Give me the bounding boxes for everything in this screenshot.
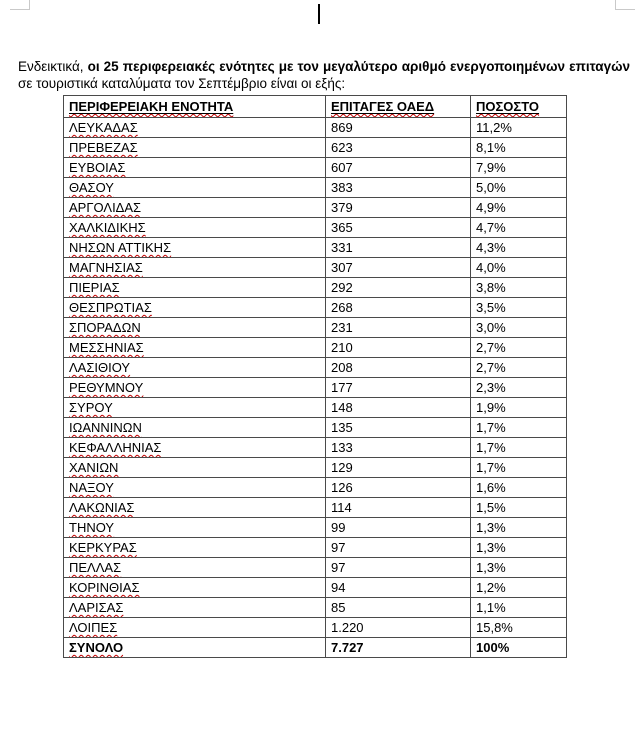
checks-cell[interactable]: 126: [326, 478, 471, 498]
checks-cell[interactable]: 177: [326, 378, 471, 398]
checks-cell[interactable]: 210: [326, 338, 471, 358]
table-row: [64, 358, 567, 378]
table-row: [64, 218, 567, 238]
checks-cell[interactable]: 97: [326, 538, 471, 558]
region-cell[interactable]: ΕΥΒΟΙΑΣ: [64, 158, 326, 178]
percent-cell[interactable]: 4,3%: [471, 238, 567, 258]
checks-cell[interactable]: 383: [326, 178, 471, 198]
table-row: [64, 298, 567, 318]
table-total-row: [64, 638, 567, 658]
table-row: [64, 378, 567, 398]
table-row: [64, 198, 567, 218]
checks-cell[interactable]: 365: [326, 218, 471, 238]
table-row: [64, 118, 567, 138]
checks-cell[interactable]: 231: [326, 318, 471, 338]
table-row: [64, 178, 567, 198]
percent-cell[interactable]: 4,9%: [471, 198, 567, 218]
region-cell[interactable]: ΑΡΓΟΛΙΔΑΣ: [64, 198, 326, 218]
region-cell[interactable]: ΠΙΕΡΙΑΣ: [64, 278, 326, 298]
table-row: [64, 558, 567, 578]
table-row: [64, 518, 567, 538]
checks-cell[interactable]: 379: [326, 198, 471, 218]
region-cell[interactable]: ΡΕΘΥΜΝΟΥ: [64, 378, 326, 398]
table-row: [64, 238, 567, 258]
region-cell[interactable]: ΜΑΓΝΗΣΙΑΣ: [64, 258, 326, 278]
region-cell-total[interactable]: ΣΥΝΟΛΟ: [64, 638, 326, 658]
table-row: [64, 318, 567, 338]
percent-cell[interactable]: 1,7%: [471, 438, 567, 458]
table-row: [64, 278, 567, 298]
region-cell[interactable]: ΠΕΛΛΑΣ: [64, 558, 326, 578]
checks-cell[interactable]: 85: [326, 598, 471, 618]
percent-cell[interactable]: 2,7%: [471, 358, 567, 378]
region-cell[interactable]: ΧΑΝΙΩΝ: [64, 458, 326, 478]
header-percent[interactable]: ΠΟΣΟΣΤΟ: [471, 96, 567, 118]
table-header-row: [64, 96, 567, 118]
region-cell[interactable]: ΛΑΚΩΝΙΑΣ: [64, 498, 326, 518]
percent-cell[interactable]: 1,1%: [471, 598, 567, 618]
percent-cell[interactable]: 5,0%: [471, 178, 567, 198]
percent-cell[interactable]: 4,7%: [471, 218, 567, 238]
region-cell[interactable]: ΚΕΦΑΛΛΗΝΙΑΣ: [64, 438, 326, 458]
header-checks[interactable]: ΕΠΙΤΑΓΕΣ ΟΑΕΔ: [326, 96, 471, 118]
percent-cell[interactable]: 3,8%: [471, 278, 567, 298]
page-boundary-corner-right: [615, 0, 635, 10]
percent-cell[interactable]: 1,2%: [471, 578, 567, 598]
table-row: [64, 458, 567, 478]
table-row: [64, 478, 567, 498]
checks-cell[interactable]: 129: [326, 458, 471, 478]
table-row: [64, 138, 567, 158]
region-cell[interactable]: ΚΟΡΙΝΘΙΑΣ: [64, 578, 326, 598]
region-cell[interactable]: ΣΠΟΡΑΔΩΝ: [64, 318, 326, 338]
percent-cell[interactable]: 8,1%: [471, 138, 567, 158]
percent-cell[interactable]: 1,7%: [471, 418, 567, 438]
paragraph-bold-text: οι 25 περιφερειακές ενότητες με τον μεγαλύτερο αριθμό ενεργοποιημένων επιταγών: [87, 58, 630, 74]
checks-cell[interactable]: 307: [326, 258, 471, 278]
percent-cell[interactable]: 1,3%: [471, 518, 567, 538]
percent-cell[interactable]: 15,8%: [471, 618, 567, 638]
percent-cell[interactable]: 11,2%: [471, 118, 567, 138]
region-cell[interactable]: ΝΗΣΩΝ ΑΤΤΙΚΗΣ: [64, 238, 326, 258]
percent-cell[interactable]: 7,9%: [471, 158, 567, 178]
text-caret: [318, 4, 320, 24]
region-cell[interactable]: ΛΕΥΚΑΔΑΣ: [64, 118, 326, 138]
paragraph-intro-text: Ενδεικτικά,: [18, 58, 88, 74]
table-row: [64, 498, 567, 518]
checks-cell[interactable]: 268: [326, 298, 471, 318]
region-cell[interactable]: ΛΑΣΙΘΙΟΥ: [64, 358, 326, 378]
percent-cell[interactable]: 3,0%: [471, 318, 567, 338]
percent-cell[interactable]: 2,7%: [471, 338, 567, 358]
table-row: [64, 598, 567, 618]
regions-table: [63, 95, 567, 658]
region-cell[interactable]: ΤΗΝΟΥ: [64, 518, 326, 538]
checks-cell[interactable]: 114: [326, 498, 471, 518]
checks-cell[interactable]: 99: [326, 518, 471, 538]
percent-cell[interactable]: 2,3%: [471, 378, 567, 398]
regions-table-container: [63, 95, 567, 658]
percent-cell[interactable]: 1,7%: [471, 458, 567, 478]
region-cell[interactable]: ΣΥΡΟΥ: [64, 398, 326, 418]
table-row: [64, 618, 567, 638]
percent-cell-total[interactable]: 100%: [471, 638, 567, 658]
region-cell[interactable]: ΘΕΣΠΡΩΤΙΑΣ: [64, 298, 326, 318]
checks-cell[interactable]: 133: [326, 438, 471, 458]
percent-cell[interactable]: 1,9%: [471, 398, 567, 418]
region-cell[interactable]: ΙΩΑΝΝΙΝΩΝ: [64, 418, 326, 438]
region-cell[interactable]: ΘΑΣΟΥ: [64, 178, 326, 198]
region-cell[interactable]: ΛΑΡΙΣΑΣ: [64, 598, 326, 618]
percent-cell[interactable]: 1,3%: [471, 558, 567, 578]
region-cell[interactable]: ΚΕΡΚΥΡΑΣ: [64, 538, 326, 558]
checks-cell-total[interactable]: 7.727: [326, 638, 471, 658]
table-row: [64, 578, 567, 598]
header-region[interactable]: ΠΕΡΙΦΕΡΕΙΑΚΗ ΕΝΟΤΗΤΑ: [64, 96, 326, 118]
checks-cell[interactable]: 869: [326, 118, 471, 138]
percent-cell[interactable]: 4,0%: [471, 258, 567, 278]
region-cell[interactable]: ΠΡΕΒΕΖΑΣ: [64, 138, 326, 158]
region-cell[interactable]: ΧΑΛΚΙΔΙΚΗΣ: [64, 218, 326, 238]
percent-cell[interactable]: 1,6%: [471, 478, 567, 498]
checks-cell[interactable]: 208: [326, 358, 471, 378]
checks-cell[interactable]: 331: [326, 238, 471, 258]
checks-cell[interactable]: 94: [326, 578, 471, 598]
checks-cell[interactable]: 148: [326, 398, 471, 418]
table-row: [64, 158, 567, 178]
table-row: [64, 258, 567, 278]
checks-cell[interactable]: 97: [326, 558, 471, 578]
checks-cell[interactable]: 1.220: [326, 618, 471, 638]
region-cell[interactable]: ΝΑΞΟΥ: [64, 478, 326, 498]
table-row: [64, 418, 567, 438]
region-cell[interactable]: ΜΕΣΣΗΝΙΑΣ: [64, 338, 326, 358]
percent-cell[interactable]: 1,3%: [471, 538, 567, 558]
table-row: [64, 438, 567, 458]
checks-cell[interactable]: 292: [326, 278, 471, 298]
page-boundary-corner-left: [10, 0, 30, 10]
checks-cell[interactable]: 623: [326, 138, 471, 158]
region-cell[interactable]: ΛΟΙΠΕΣ: [64, 618, 326, 638]
percent-cell[interactable]: 1,5%: [471, 498, 567, 518]
checks-cell[interactable]: 607: [326, 158, 471, 178]
intro-paragraph[interactable]: [18, 58, 630, 92]
table-row: [64, 338, 567, 358]
checks-cell[interactable]: 135: [326, 418, 471, 438]
paragraph-rest-text: σε τουριστικά καταλύματα τον Σεπτέμβριο είναι οι εξής:: [18, 75, 346, 91]
table-row: [64, 538, 567, 558]
percent-cell[interactable]: 3,5%: [471, 298, 567, 318]
table-row: [64, 398, 567, 418]
